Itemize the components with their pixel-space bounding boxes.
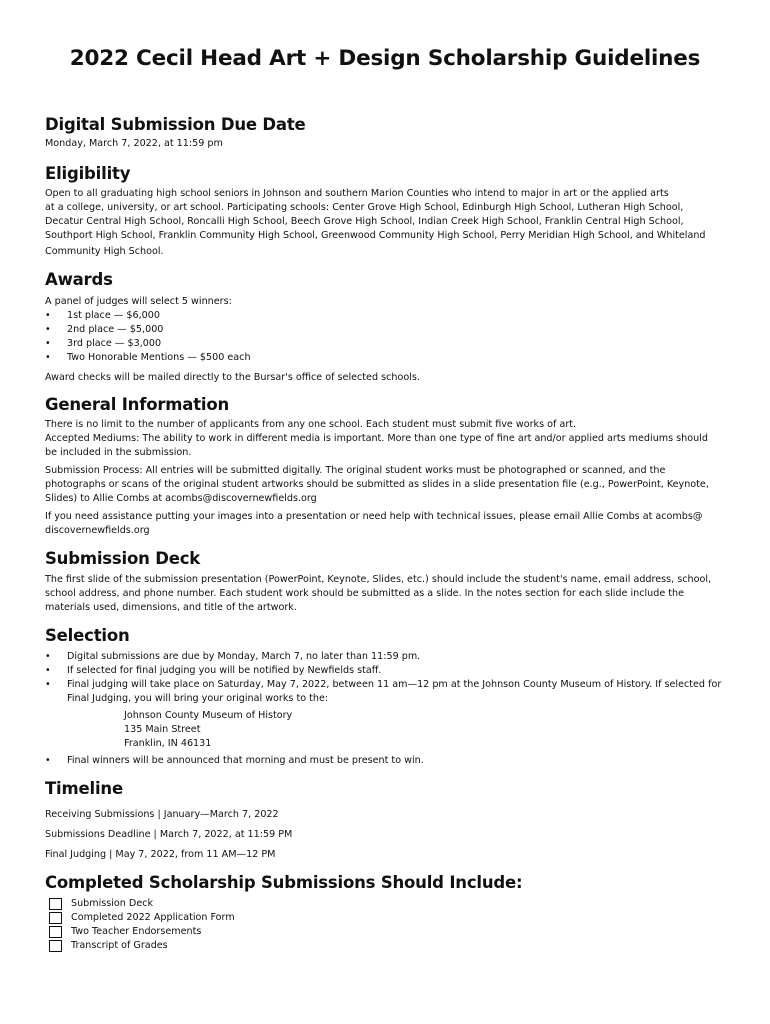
eligibility-line: Open to all graduating high school seniors in Johnson and southern Marion Counties who intend to major in art or the applied arts xyxy=(45,188,669,199)
submission-deck-section xyxy=(45,548,725,615)
due-date-text: Monday, March 7, 2022, at 11:59 pm xyxy=(45,138,223,149)
page-title: 2022 Cecil Head Art + Design Scholarship Guidelines xyxy=(69,46,701,71)
checklist-item[interactable] xyxy=(45,897,725,911)
address-line: 135 Main Street xyxy=(124,724,201,735)
checklist-label: Two Teacher Endorsements xyxy=(71,926,202,937)
checklist-item[interactable] xyxy=(45,925,725,939)
timeline-item: Receiving Submissions | January—March 7, 2022 xyxy=(45,809,279,820)
checkbox[interactable] xyxy=(49,940,62,952)
awards-intro: A panel of judges will select 5 winners: xyxy=(45,296,232,307)
museum-address xyxy=(67,709,725,751)
checklist-label: Submission Deck xyxy=(71,898,154,909)
selection-list xyxy=(45,650,725,768)
deck-line: The first slide of the submission presentation (PowerPoint, Keynote, Slides, etc.) should include the student's name, email address, school, xyxy=(45,574,712,585)
general-line: Accepted Mediums: The ability to work in different media is important. More than one type of fine art and/or applied arts mediums should xyxy=(45,433,708,444)
award-item: • 1st place — $6,000 xyxy=(45,309,725,323)
selection-item xyxy=(45,678,725,751)
checklist-section xyxy=(45,872,725,953)
checklist-item[interactable] xyxy=(45,939,725,953)
general-line: photographs or scans of the original student artworks should be submitted as slides in a slide presentation file (e.g., PowerPoint, Keynote, xyxy=(45,479,709,490)
eligibility-section xyxy=(45,163,725,259)
checkbox[interactable] xyxy=(49,898,62,910)
due-date-heading: Digital Submission Due Date xyxy=(45,115,306,134)
selection-item-line: Final Judging, you will bring your original works to the: xyxy=(67,693,329,704)
deck-line: materials used, dimensions, and title of the artwork. xyxy=(45,602,297,613)
submission-deck-heading: Submission Deck xyxy=(45,549,201,568)
timeline-heading: Timeline xyxy=(45,779,123,798)
general-line: Submission Process: All entries will be submitted digitally. The original student works must be photographed or scanned, and the xyxy=(45,465,666,476)
checkbox[interactable] xyxy=(49,926,62,938)
selection-item: • Digital submissions are due by Monday, March 7, no later than 11:59 pm. xyxy=(45,650,725,664)
general-line: There is no limit to the number of applicants from any one school. Each student must submit five works of art. xyxy=(45,419,577,430)
checklist-label: Transcript of Grades xyxy=(71,940,168,951)
checklist-item[interactable] xyxy=(45,911,725,925)
general-line: discovernewfields.org xyxy=(45,525,150,536)
document-page xyxy=(45,40,725,951)
selection-section xyxy=(45,625,725,768)
award-item: • 2nd place — $5,000 xyxy=(45,323,725,337)
selection-heading: Selection xyxy=(45,626,130,645)
general-info-heading: General Information xyxy=(45,395,230,414)
selection-item: • If selected for final judging you will be notified by Newfields staff. xyxy=(45,664,725,678)
eligibility-line: Southport High School, Franklin Community High School, Greenwood Community High School, Perry Meridian High School, and Whiteland xyxy=(45,230,706,241)
general-line: be included in the submission. xyxy=(45,447,192,458)
general-line: If you need assistance putting your images into a presentation or need help with technical issues, please email Allie Combs at acombs@ xyxy=(45,511,703,522)
selection-item-line: • Final judging will take place on Saturday, May 7, 2022, between 11 am—12 pm at the Johnson County Museum of History. If selected for xyxy=(67,679,722,690)
eligibility-heading: Eligibility xyxy=(45,164,131,183)
award-item: • 3rd place — $3,000 xyxy=(45,337,725,351)
eligibility-line: Community High School. xyxy=(45,246,164,257)
deck-line: school address, and phone number. Each student work should be submitted as a slide. In the notes section for each slide include the xyxy=(45,588,685,599)
checklist-heading: Completed Scholarship Submissions Should Include: xyxy=(45,873,523,892)
awards-note: Award checks will be mailed directly to the Bursar's office of selected schools. xyxy=(45,372,420,383)
eligibility-line: at a college, university, or art school. Participating schools: Center Grove High School, Edinburgh High School, Lutheran High School, xyxy=(45,202,684,213)
checklist-label: Completed 2022 Application Form xyxy=(71,912,235,923)
timeline-item: Final Judging | May 7, 2022, from 11 AM—12 PM xyxy=(45,849,276,860)
checkbox[interactable] xyxy=(49,912,62,924)
awards-heading: Awards xyxy=(45,270,113,289)
awards-list xyxy=(45,309,725,365)
address-line: Franklin, IN 46131 xyxy=(124,738,212,749)
checklist xyxy=(45,897,725,953)
eligibility-line: Decatur Central High School, Roncalli High School, Beech Grove High School, Indian Creek High School, Franklin Central High School, xyxy=(45,216,684,227)
due-date-section xyxy=(45,114,725,151)
timeline-section xyxy=(45,778,725,862)
general-info-section xyxy=(45,394,725,538)
address-line: Johnson County Museum of History xyxy=(124,710,293,721)
awards-section xyxy=(45,269,725,385)
timeline-item: Submissions Deadline | March 7, 2022, at 11:59 PM xyxy=(45,829,293,840)
award-item: • Two Honorable Mentions — $500 each xyxy=(45,351,725,365)
general-line: Slides) to Allie Combs at acombs@discovernewfields.org xyxy=(45,493,317,504)
selection-item: • Final winners will be announced that morning and must be present to win. xyxy=(45,754,725,768)
